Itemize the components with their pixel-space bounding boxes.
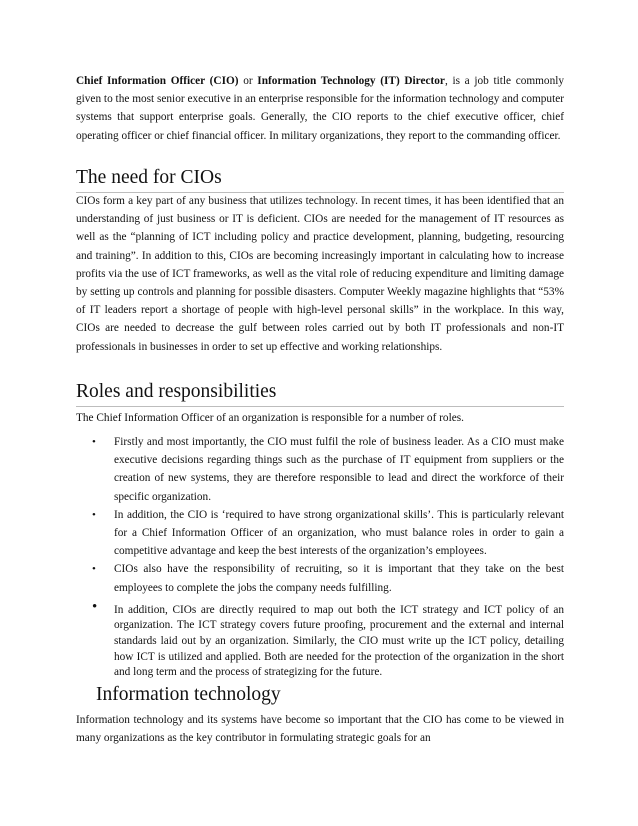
intro-or: or — [238, 75, 258, 87]
bullet-icon: • — [92, 436, 96, 448]
list-item-text: Firstly and most importantly, the CIO must fulfil the role of business leader. As a CIO must make executive decisions regarding things such as the purchase of IT equipment from suppliers or the creation of new systems, they are therefore responsible to lead and direct the workforce of their specific organization. — [114, 436, 564, 503]
list-item-text: In addition, CIOs are directly required to map out both the ICT strategy and ICT policy of an organization. The ICT strategy covers future proofing, procurement and the external and internal standards laid out by an organization. Similarly, the CIO must write up the ICT policy, detailing how ICT is utilized and applied. Both are needed for the protection of the organization in the short and long term and the process of strategizing for the future. — [114, 603, 564, 679]
list-item-text: In addition, the CIO is ‘required to have strong organizational skills’. This is particularly relevant for a Chief Information Officer of an organization, who must balance roles in order to gain a competitive advantage and keep the best interests of the organization’s employees. — [114, 508, 564, 558]
bullet-icon: • — [92, 508, 96, 521]
heading-roles: Roles and responsibilities — [76, 380, 564, 407]
need-paragraph: CIOs form a key part of any business that utilizes technology. In recent times, it has been identified that an understanding of just business or IT is deficient. CIOs are needed for the management of IT resources as well as the “planning of ICT including policy and practice development, planning, budgeting, resourcing and training”. In addition to this, CIOs are becoming increasingly important in calculating how to increase profits via the use of ICT frameworks, as well as the vital role of reducing expenditure and limiting damage by setting up controls and planning for possible disasters. Computer Weekly magazine highlights that “53% of IT leaders report a shortage of people with high-level personal skills” in the workplace. In this way, CIOs are needed to decrease the gulf between roles carried out by both IT professionals and non-IT professionals in businesses in order to set up effective and working relationships. — [76, 195, 564, 353]
list-item — [76, 506, 564, 561]
list-item-text: CIOs also have the responsibility of recruiting, so it is important that they take on the best employees to complete the jobs the company needs fulfilling. — [114, 563, 564, 594]
term-cio: Chief Information Officer (CIO) — [76, 75, 239, 87]
roles-list — [76, 433, 564, 681]
heading-information-technology: Information technology — [96, 684, 281, 705]
it-paragraph: Information technology and its systems have become so important that the CIO has come to be viewed in many organizations as the key contributor in formulating strategic goals for an — [76, 714, 564, 745]
term-it-director: Information Technology (IT) Director — [257, 75, 445, 87]
roles-intro: The Chief Information Officer of an organization is responsible for a number of roles. — [76, 412, 464, 424]
bullet-icon: • — [92, 563, 96, 576]
intro-rest: , is a job title commonly given to the most senior executive in an enterprise responsible for the information technology and computer systems that support enterprise goals. Generally, the CIO reports to the chief executive officer, chief operating officer or chief financial officer. In military organizations, they report to the commanding officer. — [76, 75, 565, 142]
intro-paragraph — [76, 72, 564, 145]
bullet-icon: • — [92, 598, 98, 615]
list-item — [76, 433, 564, 506]
heading-need-for-cios: The need for CIOs — [76, 166, 564, 193]
list-item — [76, 560, 564, 596]
list-item — [76, 598, 564, 681]
